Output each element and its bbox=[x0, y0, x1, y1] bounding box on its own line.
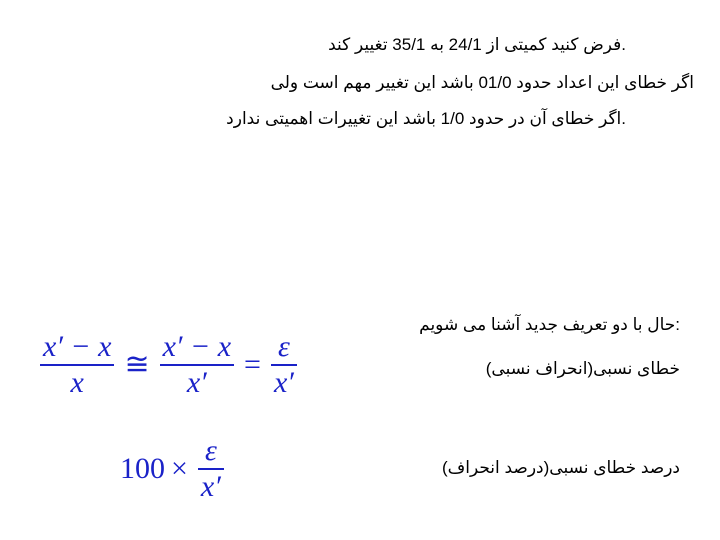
approx-sign: ≅ bbox=[124, 348, 150, 382]
fraction-2 bbox=[160, 330, 234, 400]
fraction-1-numerator: x′ − x bbox=[43, 330, 112, 363]
percent-fraction bbox=[198, 434, 224, 504]
intro-line-2: اگر خطای این اعداد حدود 01/0 باشد این تغییر مهم است ولی bbox=[270, 73, 694, 92]
intro-line-1: .فرض کنید کمیتی از 24/1 به 35/1 تغییر کند bbox=[328, 35, 626, 54]
fraction-3-numerator: ε bbox=[277, 330, 290, 363]
equals-sign: = bbox=[244, 347, 261, 381]
relative-error-formula bbox=[36, 330, 301, 400]
fraction-1-denominator: x bbox=[70, 365, 84, 399]
percent-fraction-numerator: ε bbox=[204, 434, 217, 467]
coefficient: 100 bbox=[120, 451, 165, 485]
times-sign: × bbox=[171, 451, 188, 485]
percent-fraction-denominator: x′ bbox=[200, 469, 221, 503]
fraction-3 bbox=[271, 330, 297, 400]
fraction-2-denominator: x′ bbox=[186, 365, 207, 399]
intro-line-3: .اگر خطای آن در حدود 1/0 باشد این تغییرات اهمیتی ندارد bbox=[226, 109, 626, 128]
fraction-3-denominator: x′ bbox=[273, 365, 294, 399]
fraction-2-numerator: x′ − x bbox=[162, 330, 232, 363]
percent-error-formula bbox=[120, 434, 228, 504]
definitions-lead: :حال با دو تعریف جدید آشنا می شویم bbox=[419, 315, 680, 334]
relative-error-label: خطای نسبی(انحراف نسبی) bbox=[485, 359, 680, 378]
fraction-1 bbox=[40, 330, 114, 400]
percent-error-label: درصد خطای نسبی(درصد انحراف) bbox=[441, 458, 680, 477]
